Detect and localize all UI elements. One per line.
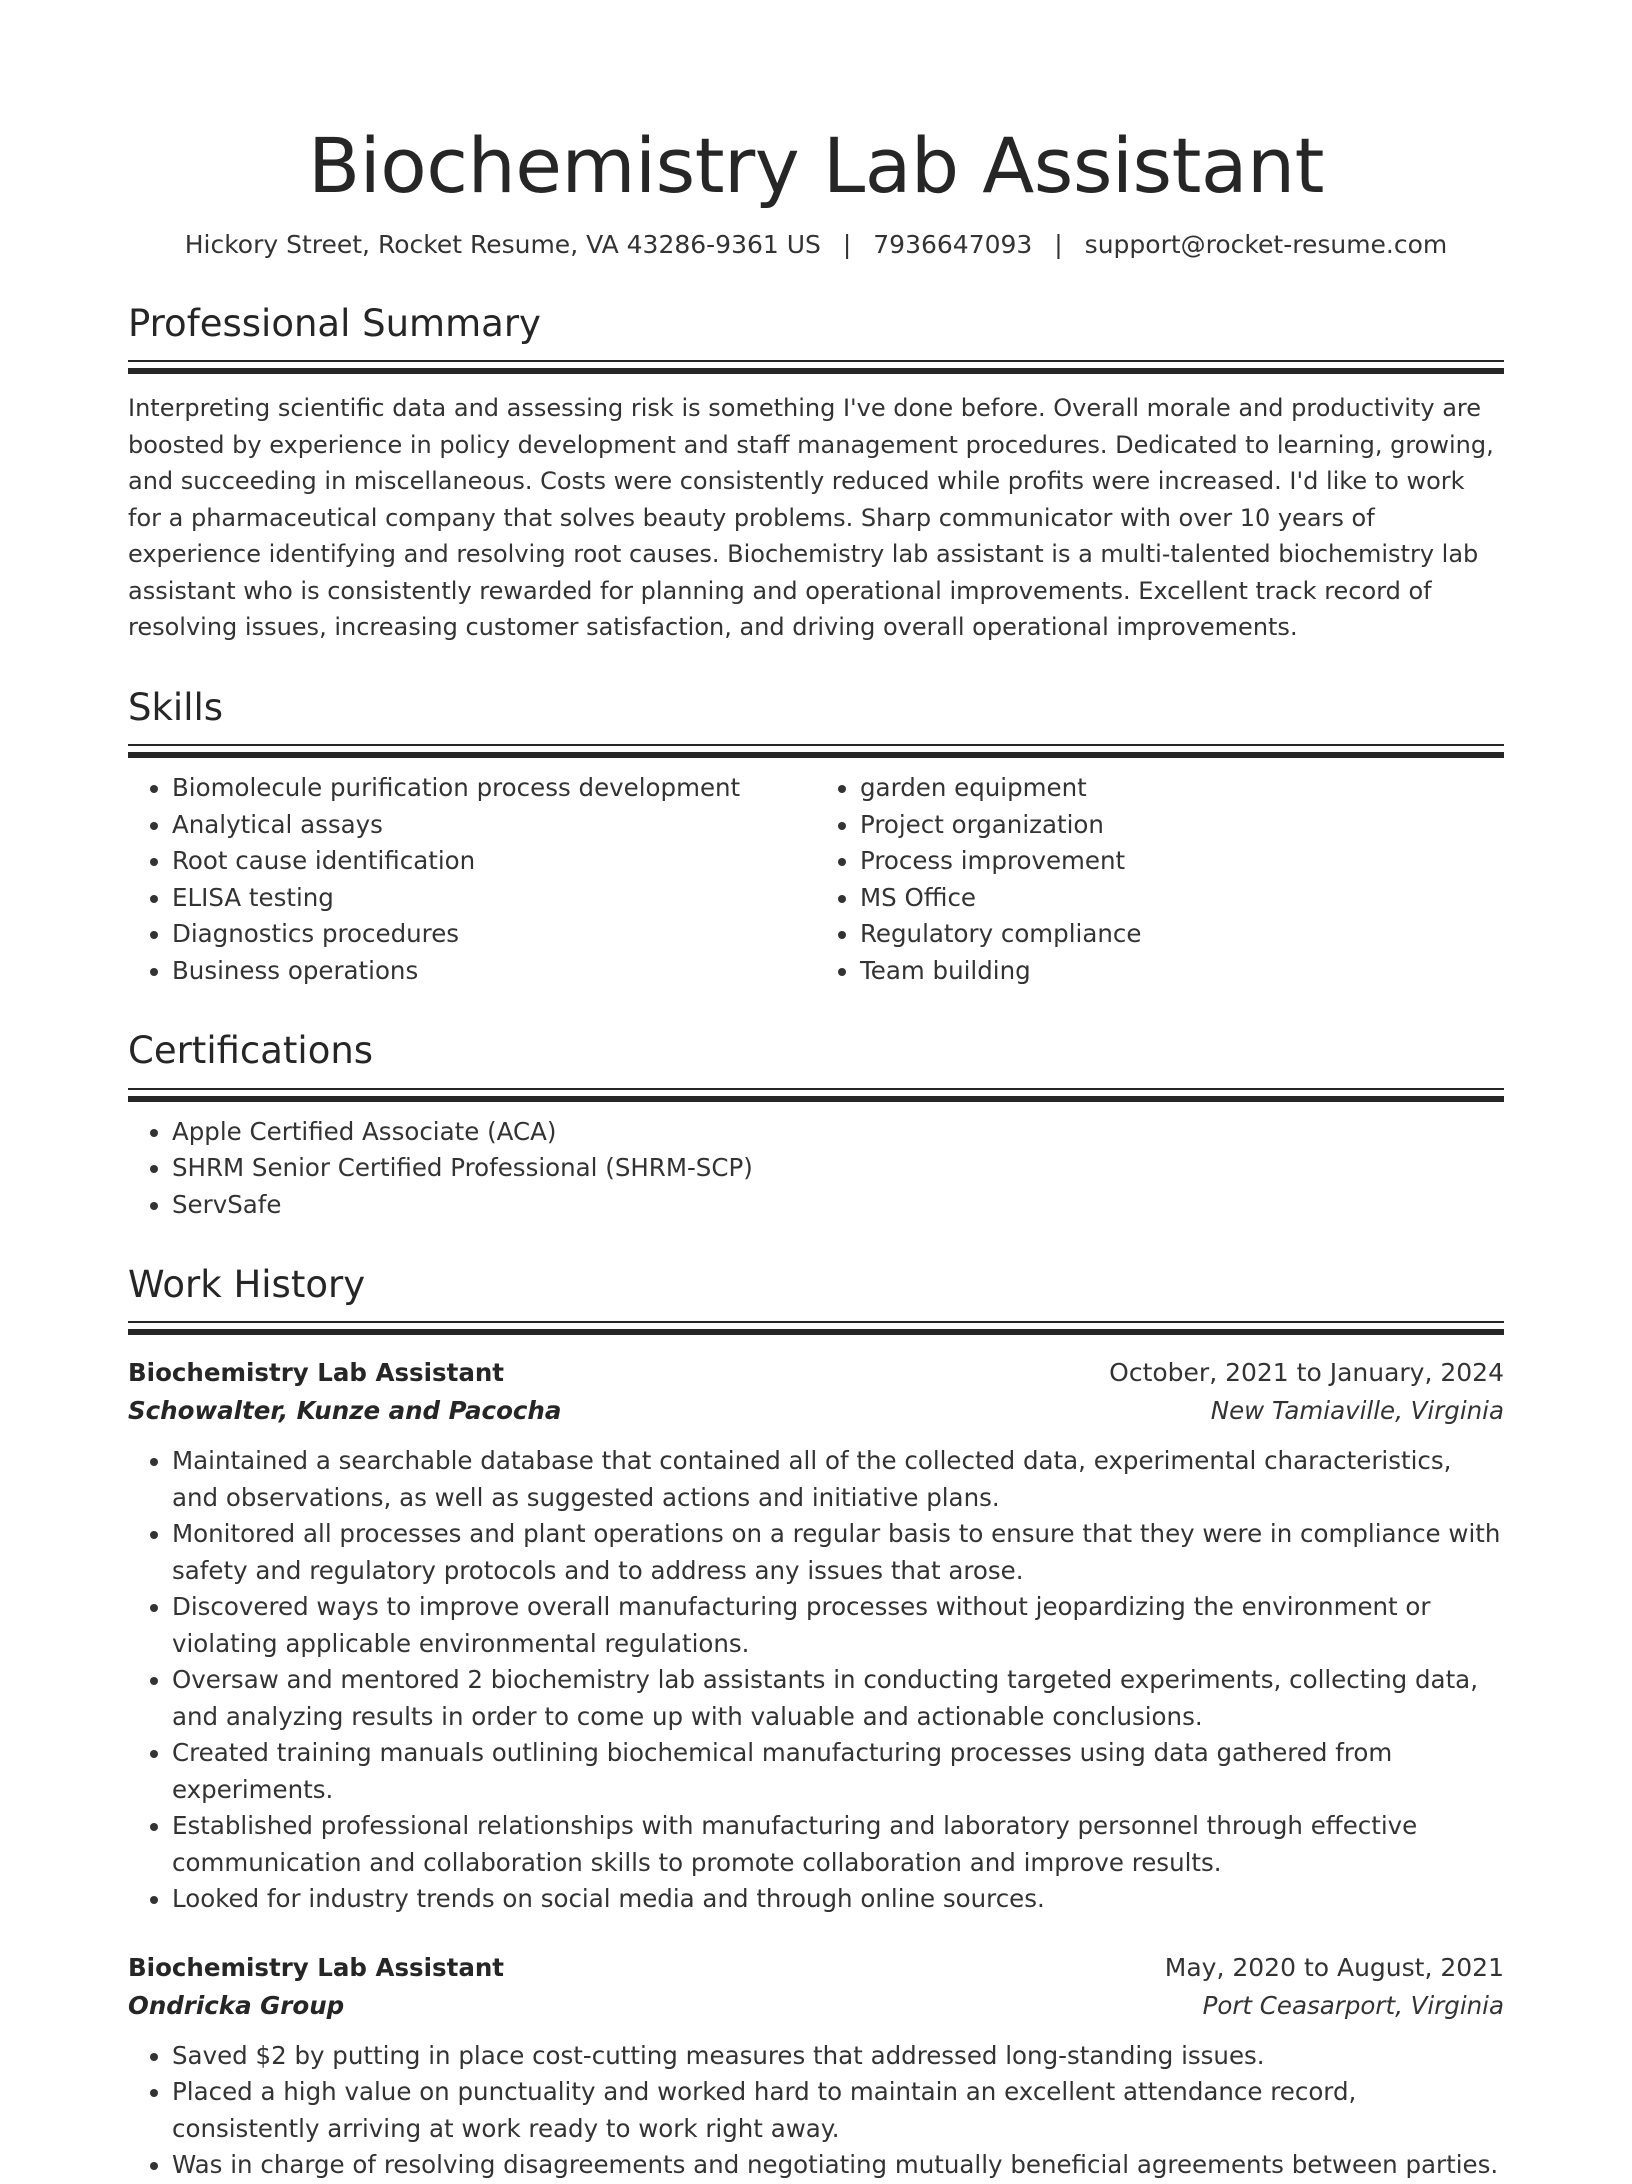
section-title-work-history: Work History: [128, 1263, 366, 1307]
job-duty: • Looked for industry trends on social media and through online sources.: [172, 1881, 1504, 1918]
skill-item: • Analytical assays: [172, 807, 816, 844]
contact-email: support@rocket-resume.com: [1084, 230, 1448, 260]
skills-list-left: [128, 770, 816, 989]
skill-item: • garden equipment: [860, 770, 1504, 807]
section-title-skills: Skills: [128, 685, 224, 729]
section-title-certifications: Certifications: [128, 1029, 374, 1073]
summary-section: [128, 302, 1504, 646]
skill-item: • Business operations: [172, 953, 816, 990]
resume-name: Biochemistry Lab Assistant: [308, 121, 1324, 210]
job-duty: • Created training manuals outlining biochemical manufacturing processes using data gathered from experiments.: [172, 1735, 1504, 1808]
certification-item: • SHRM Senior Certified Professional (SHRM-SCP): [172, 1150, 1504, 1187]
contact-line: [128, 229, 1504, 262]
skill-item: • Root cause identification: [172, 843, 816, 880]
contact-separator: |: [842, 230, 852, 260]
job-duty: • Maintained a searchable database that contained all of the collected data, experimental characteristics, and observations, as well as suggested actions and initiative plans.: [172, 1443, 1504, 1516]
job-company-row: [128, 1393, 1504, 1429]
job-duty: • Established professional relationships with manufacturing and laboratory personnel through effective communication and collaboration skills to promote collaboration and improve results.: [172, 1808, 1504, 1881]
job-location: Port Ceasarport, Virginia: [1202, 1990, 1504, 2020]
skill-item: • Regulatory compliance: [860, 916, 1504, 953]
skills-grid: [128, 758, 1504, 989]
job-title: Biochemistry Lab Assistant: [128, 1358, 505, 1388]
skill-item: • Project organization: [860, 807, 1504, 844]
job-duty: • Was in charge of resolving disagreements and negotiating mutually beneficial agreements between parties.: [172, 2147, 1504, 2184]
job-duties-list: [128, 2038, 1504, 2184]
work-history-section: [128, 1263, 1504, 2184]
job-entry: [128, 1353, 1504, 1918]
certifications-list: [128, 1114, 1504, 1224]
contact-separator: |: [1054, 230, 1063, 260]
skill-item: • Team building: [860, 953, 1504, 990]
contact-address: Hickory Street, Rocket Resume, VA 43286-9361 US: [184, 230, 821, 260]
skills-list-right: [816, 770, 1504, 989]
summary-text: Interpreting scientific data and assessing risk is something I've done before. Overall morale and productivity are boosted by experience in policy development and staff management procedures. Dedicated to learning, growing, and succeeding in miscellaneous. Costs were consistently reduced while profits were increased. I'd like to work for a pharmaceutical company that solves beauty problems. Sharp communicator with over 10 years of experience identifying and resolving root causes. Biochemistry lab assistant is a multi-talented biochemistry lab assistant who is consistently rewarded for planning and operational improvements. Excellent track record of resolving issues, increasing customer satisfaction, and driving overall operational improvements.: [128, 394, 1494, 642]
skill-item: • MS Office: [860, 880, 1504, 917]
job-location: New Tamiaville, Virginia: [1210, 1396, 1504, 1426]
section-divider: [128, 1088, 1504, 1102]
job-company: Ondricka Group: [128, 1990, 345, 2020]
skills-section: [128, 686, 1504, 989]
job-header-row: [128, 1353, 1504, 1393]
job-title: Biochemistry Lab Assistant: [128, 1952, 505, 1982]
skill-item: • Process improvement: [860, 843, 1504, 880]
job-company-row: [128, 1988, 1504, 2024]
section-title-summary: Professional Summary: [128, 301, 541, 345]
job-duty: • Discovered ways to improve overall manufacturing processes without jeopardizing the environment or violating applicable environmental regulations.: [172, 1589, 1504, 1662]
job-company: Schowalter, Kunze and Pacocha: [128, 1396, 562, 1426]
job-duty: • Saved $2 by putting in place cost-cutting measures that addressed long-standing issues.: [172, 2038, 1504, 2075]
skill-item: • ELISA testing: [172, 880, 816, 917]
job-entry: [128, 1948, 1504, 2184]
job-duty: • Monitored all processes and plant operations on a regular basis to ensure that they were in compliance with safety and regulatory protocols and to address any issues that arose.: [172, 1516, 1504, 1589]
section-divider: [128, 1321, 1504, 1335]
skill-item: • Biomolecule purification process development: [172, 770, 816, 807]
job-dates: May, 2020 to August, 2021: [1164, 1952, 1504, 1982]
job-dates: October, 2021 to January, 2024: [1109, 1358, 1504, 1388]
section-divider: [128, 744, 1504, 758]
job-duty: • Oversaw and mentored 2 biochemistry lab assistants in conducting targeted experiments, collecting data, and analyzing results in order to come up with valuable and actionable conclusions.: [172, 1662, 1504, 1735]
skill-item: • Diagnostics procedures: [172, 916, 816, 953]
job-header-row: [128, 1948, 1504, 1988]
certifications-section: [128, 1029, 1504, 1223]
job-duties-list: [128, 1443, 1504, 1918]
job-duty: • Placed a high value on punctuality and worked hard to maintain an excellent attendance record, consistently arriving at work ready to work right away.: [172, 2074, 1504, 2147]
certification-item: • Apple Certified Associate (ACA): [172, 1114, 1504, 1151]
section-divider: [128, 360, 1504, 374]
contact-phone: 7936647093: [873, 230, 1033, 260]
certification-item: • ServSafe: [172, 1187, 1504, 1224]
